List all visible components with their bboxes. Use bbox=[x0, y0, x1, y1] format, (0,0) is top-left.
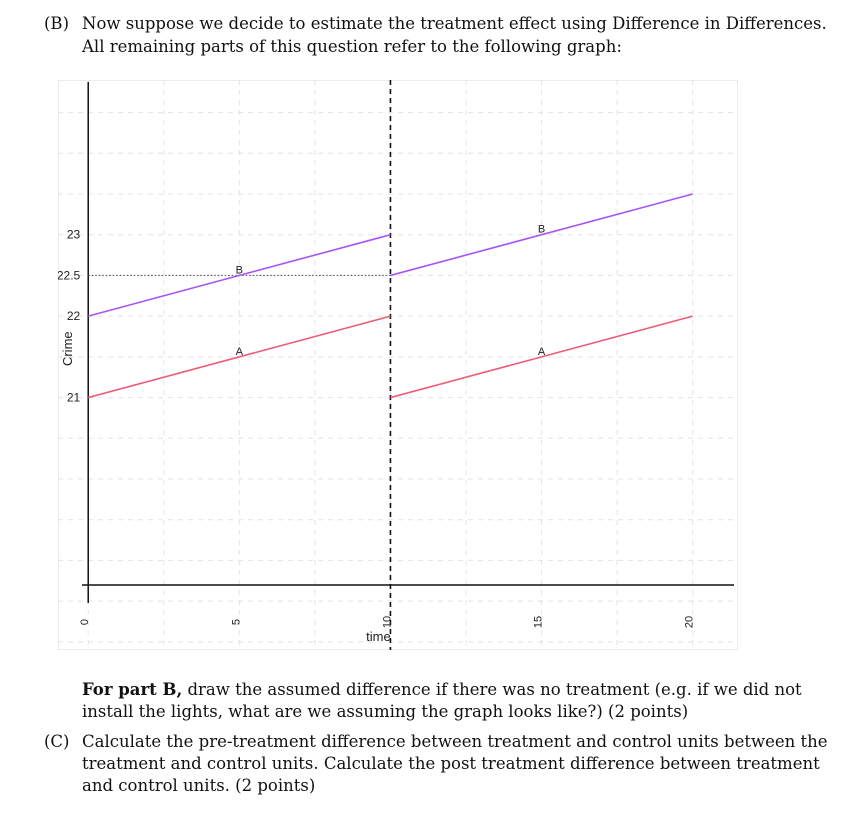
x-axis-label: time bbox=[366, 629, 391, 644]
part-c-line-3: and control units. (2 points) bbox=[82, 776, 316, 795]
x-tick-label: 10 bbox=[381, 615, 394, 629]
y-tick-label: 22 bbox=[66, 309, 81, 324]
instruction-lead: For part B, bbox=[82, 680, 183, 699]
did-chart bbox=[58, 80, 738, 654]
point-label-A: A bbox=[537, 345, 546, 358]
point-label-B: B bbox=[235, 264, 244, 277]
part-c-label: (C) bbox=[44, 732, 70, 751]
point-label-A: A bbox=[235, 345, 244, 358]
x-tick-label: 15 bbox=[532, 615, 545, 629]
x-tick-label: 5 bbox=[230, 618, 243, 626]
y-tick-label: 21 bbox=[66, 390, 81, 405]
instruction-line-1 bbox=[82, 679, 802, 701]
x-tick-label: 20 bbox=[683, 615, 696, 629]
instruction-line-2: install the lights, what are we assuming the graph looks like?) (2 points) bbox=[82, 702, 689, 721]
did-chart-svg bbox=[58, 80, 738, 650]
part-b-label: (B) bbox=[44, 14, 69, 33]
part-c-line-2: treatment and control units. Calculate the post treatment difference between treatment bbox=[82, 754, 820, 773]
y-tick-label: 22.5 bbox=[58, 268, 81, 283]
chart-frame bbox=[58, 80, 738, 650]
part-c-line-1: Calculate the pre-treatment difference between treatment and control units between the bbox=[82, 732, 828, 751]
y-axis-label: Crime bbox=[60, 331, 75, 367]
point-label-B: B bbox=[537, 223, 546, 236]
x-tick-label: 0 bbox=[79, 618, 92, 626]
part-b-line-1: Now suppose we decide to estimate the treatment effect using Difference in Differences. bbox=[82, 14, 827, 33]
instruction-line-1-rest: draw the assumed difference if there was no treatment (e.g. if we did not bbox=[187, 680, 802, 699]
y-tick-label: 23 bbox=[66, 227, 81, 242]
part-b-line-2: All remaining parts of this question refer to the following graph: bbox=[82, 37, 622, 56]
